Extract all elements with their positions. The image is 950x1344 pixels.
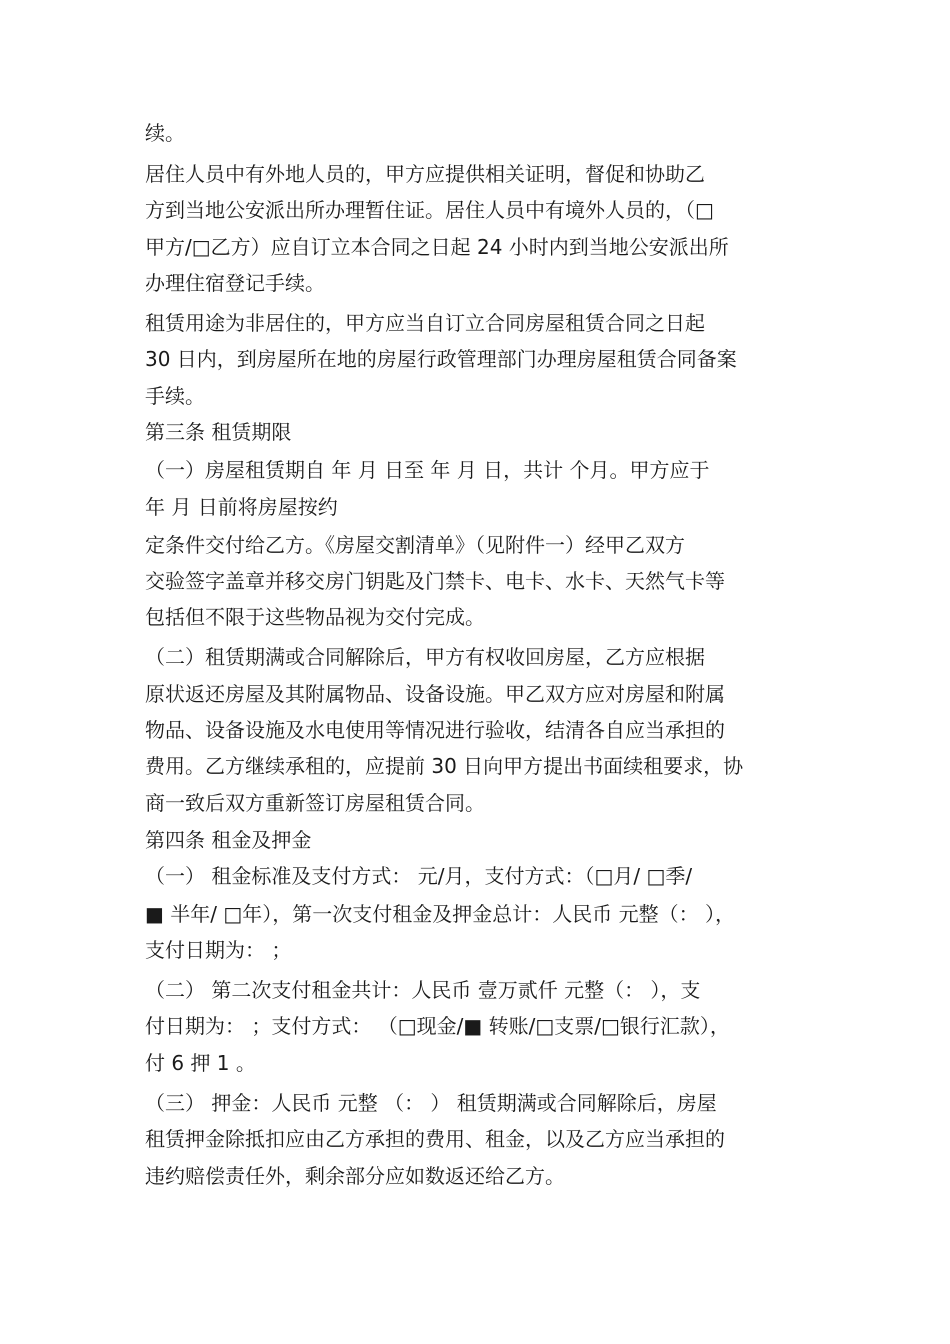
text-line: （一） 租金标准及支付方式： 元/月，支付方式：（□月/ □季/ xyxy=(145,864,693,888)
text-line: 租赁用途为非居住的，甲方应当自订立合同房屋租赁合同之日起 xyxy=(145,311,705,335)
text-line: 付日期为： ；支付方式： （□现金/■ 转账/□支票/□银行汇款）， xyxy=(145,1014,730,1038)
text-line: （二） 第二次支付租金共计：人民币 壹万贰仟 元整（： ），支 xyxy=(145,978,701,1002)
text-line: （三） 押金：人民币 元整 （： ） 租赁期满或合同解除后，房屋 xyxy=(145,1091,717,1115)
section-heading: 第三条 租赁期限 xyxy=(145,420,292,444)
text-line: 定条件交付给乙方。《房屋交割清单》（见附件一）经甲乙双方 xyxy=(145,533,685,557)
text-line: 物品、设备设施及水电使用等情况进行验收，结清各自应当承担的 xyxy=(145,718,725,742)
text-line: 手续。 xyxy=(145,384,205,408)
text-line: 居住人员中有外地人员的，甲方应提供相关证明，督促和协助乙 xyxy=(145,162,705,186)
text-line: 包括但不限于这些物品视为交付完成。 xyxy=(145,605,485,629)
text-line: 原状返还房屋及其附属物品、设备设施。甲乙双方应对房屋和附属 xyxy=(145,682,725,706)
text-line: 办理住宿登记手续。 xyxy=(145,271,325,295)
section-heading: 第四条 租金及押金 xyxy=(145,828,312,852)
text-line: 方到当地公安派出所办理暂住证。居住人员中有境外人员的，（□ xyxy=(145,198,714,222)
text-line: ■ 半年/ □年），第一次支付租金及押金总计：人民币 元整（： ）， xyxy=(145,902,735,926)
text-line: 违约赔偿责任外，剩余部分应如数返还给乙方。 xyxy=(145,1164,565,1188)
text-line: 甲方/□乙方）应自订立本合同之日起 24 小时内到当地公安派出所 xyxy=(145,235,729,259)
text-line: 30 日内，到房屋所在地的房屋行政管理部门办理房屋租赁合同备案 xyxy=(145,347,737,371)
text-line: 支付日期为： ； xyxy=(145,938,292,962)
text-line: 年 月 日前将房屋按约 xyxy=(145,495,338,519)
text-line: 交验签字盖章并移交房门钥匙及门禁卡、电卡、水卡、天然气卡等 xyxy=(145,569,725,593)
text-line: 续。 xyxy=(145,121,185,145)
text-line: 付 6 押 1 。 xyxy=(145,1051,256,1075)
text-line: 租赁押金除抵扣应由乙方承担的费用、租金，以及乙方应当承担的 xyxy=(145,1127,725,1151)
text-line: 商一致后双方重新签订房屋租赁合同。 xyxy=(145,791,485,815)
text-line: （二）租赁期满或合同解除后，甲方有权收回房屋，乙方应根据 xyxy=(145,645,705,669)
text-line: 费用。乙方继续承租的，应提前 30 日向甲方提出书面续租要求，协 xyxy=(145,754,744,778)
text-line: （一）房屋租赁期自 年 月 日至 年 月 日，共计 个月。甲方应于 xyxy=(145,458,710,482)
